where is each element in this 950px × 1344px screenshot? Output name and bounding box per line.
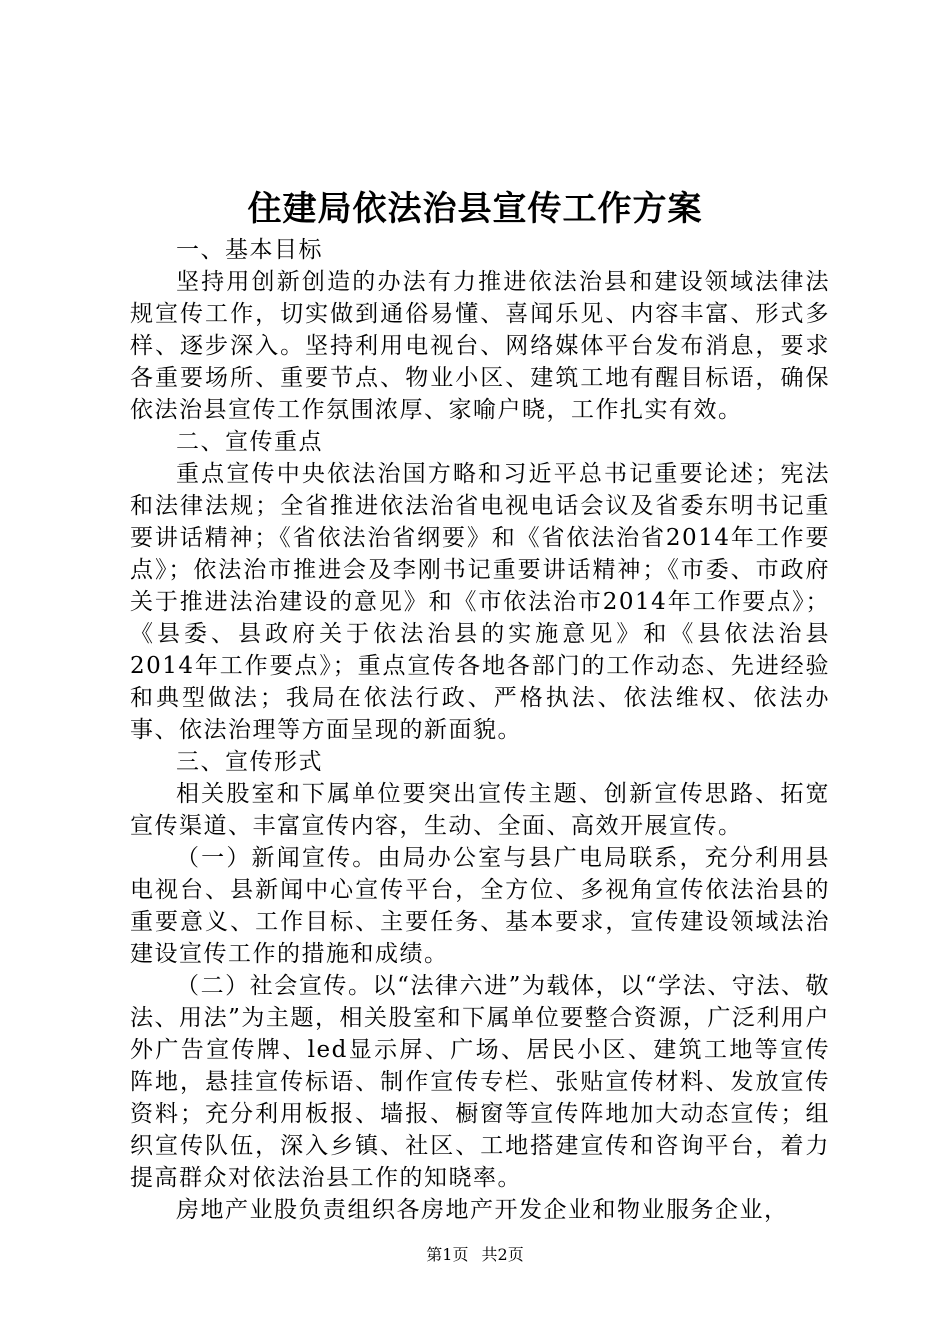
section-heading-goals: 一、基本目标 xyxy=(176,237,323,263)
paragraph-focus: 重点宣传中央依法治国方略和习近平总书记重要论述；宪法和法律法规；全省推进依法治省电视电话会议及省委东明书记重要讲话精神；《省依法治省纲要》和《省依法治省2014年工作要点》；依法治市推进会及李刚书记重要讲话精神；《市委、市政府关于推进法治建设的意见》和《市依法治市2014年工作要点》；《县委、县政府关于依法治县的实施意见》和《县依法治县2014年工作要点》；重点宣传各地各部门的工作动态、先进经验和典型做法；我局在依法行政、严格执法、依法维权、依法办事、依法治理等方面呈现的新面貌。 xyxy=(130,461,830,743)
paragraph-forms-intro: 相关股室和下属单位要突出宣传主题、创新宣传思路、拓宽宣传渠道、丰富宣传内容，生动、全面、高效开展宣传。 xyxy=(130,781,830,839)
paragraph-news-publicity: （一）新闻宣传。由局办公室与县广电局联系，充分利用县电视台、县新闻中心宣传平台，全方位、多视角宣传依法治县的重要意义、工作目标、主要任务、基本要求，宣传建设领域法治建设宣传工作的措施和成绩。 xyxy=(130,845,830,967)
section-heading-focus: 二、宣传重点 xyxy=(176,429,323,455)
document-body xyxy=(130,234,830,1226)
paragraph-social-publicity: （二）社会宣传。以“法律六进”为载体，以“学法、守法、敬法、用法”为主题，相关股室和下属单位要整合资源，广泛利用户外广告宣传牌、led显示屏、广场、居民小区、建筑工地等宣传阵地，悬挂宣传标语、制作宣传专栏、张贴宣传材料、发放宣传资料；充分利用板报、墙报、橱窗等宣传阵地加大动态宣传；组织宣传队伍，深入乡镇、社区、工地搭建宣传和咨询平台，着力提高群众对依法治县工作的知晓率。 xyxy=(130,973,830,1191)
page-total: 共2页 xyxy=(481,1245,524,1264)
document-title: 住建局依法治县宣传工作方案 xyxy=(247,189,703,229)
section-heading-forms: 三、宣传形式 xyxy=(176,749,323,775)
page-footer xyxy=(0,1244,950,1266)
paragraph-goals: 坚持用创新创造的办法有力推进依法治县和建设领域法律法规宣传工作，切实做到通俗易懂、喜闻乐见、内容丰富、形式多样、逐步深入。坚持利用电视台、网络媒体平台发布消息，要求各重要场所、重要节点、物业小区、建筑工地有醒目标语，确保依法治县宣传工作氛围浓厚、家喻户晓，工作扎实有效。 xyxy=(130,269,830,423)
paragraph-real-estate: 房地产业股负责组织各房地产开发企业和物业服务企业， xyxy=(176,1197,789,1223)
page-number: 第1页 xyxy=(426,1245,469,1264)
